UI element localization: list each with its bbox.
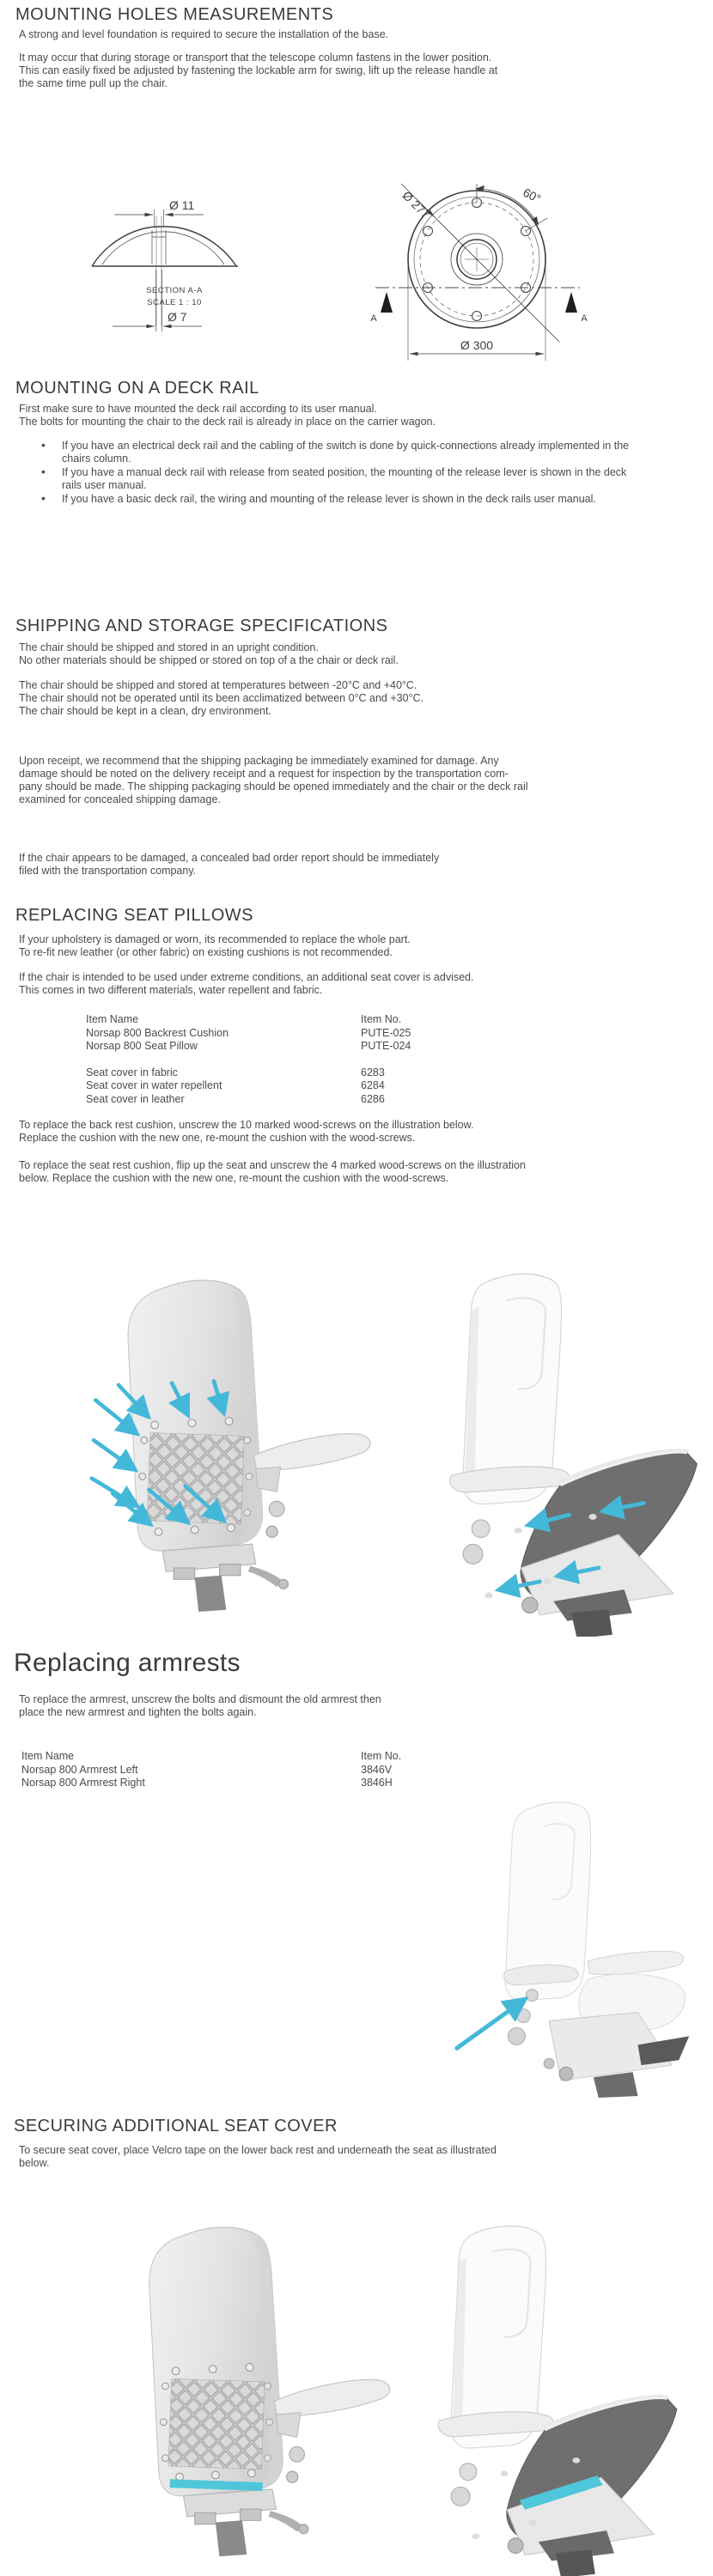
dim-label-top-hole: Ø 11 <box>169 198 195 212</box>
seat-pillows-paragraph-4 <box>19 1159 526 1185</box>
section-title-seat-cover: SECURING ADDITIONAL SEAT COVER <box>14 2117 338 2136</box>
mounting-holes-paragraph <box>19 52 497 90</box>
text-line: If the chair is intended to be used under extreme conditions, an additional seat cover is advised. <box>19 971 474 983</box>
chair-seat-flipped-illustration <box>361 1267 713 1637</box>
table-row: 6284 <box>361 1079 385 1091</box>
text-line: Replace the cushion with the new one, re-mount the cushion with the wood-screws. <box>19 1132 416 1144</box>
text-line: If your upholstery is damaged or worn, its recommended to replace the whole part. <box>19 933 411 945</box>
text-line: below. <box>19 2157 50 2169</box>
text-line: Upon receipt, we recommend that the shipping packaging be immediately examined for damage. Any <box>19 755 499 767</box>
table-row: PUTE-025 <box>361 1026 411 1039</box>
text-line: This can easily fixed be adjusted by fastening the lockable arm for swing, lift up the release handle at <box>19 64 498 76</box>
text-line: The bolts for mounting the chair to the deck rail is already in place on the carrier wagon. <box>19 416 436 428</box>
section-title-mounting-holes: MOUNTING HOLES MEASUREMENTS <box>15 5 334 24</box>
shipping-paragraph-3 <box>19 755 528 806</box>
table-row: Seat cover in leather <box>86 1092 185 1105</box>
text-line: examined for concealed shipping damage. <box>19 793 221 805</box>
table-row: Seat cover in water repellent <box>86 1079 222 1091</box>
seat-cover-paragraph <box>19 2144 497 2170</box>
table-row: Seat cover in fabric <box>86 1066 178 1078</box>
table-row: 6283 <box>361 1066 385 1078</box>
armrests-paragraph <box>19 1693 381 1719</box>
text-line: To replace the seat rest cushion, flip up the seat and unscrew the 4 marked wood-screws on the illustration <box>19 1159 526 1171</box>
table-header-item-name: Item Name <box>86 1013 139 1025</box>
text-line: below. Replace the cushion with the new one, re-mount the cushion with the wood-screws. <box>19 1172 449 1184</box>
seat-pillows-paragraph-3 <box>19 1119 473 1145</box>
table-row: 6286 <box>361 1092 385 1105</box>
deck-rail-bullet-list <box>33 440 634 507</box>
chair-armrest-illustration <box>423 1788 713 2104</box>
dim-label-angle: 60° <box>521 185 544 206</box>
dim-label-outer-diameter: Ø 300 <box>460 338 494 352</box>
text-line: It may occur that during storage or transport that the telescope column fastens in the lower position. <box>19 52 492 64</box>
table-row: 3846V <box>361 1763 393 1776</box>
seat-pillows-paragraph-1 <box>19 933 411 959</box>
mounting-holes-technical-drawing <box>73 180 588 368</box>
bullet-item: • If you have a manual deck rail with release from seated position, the mounting of the release lever is shown in the deck rails user manual. <box>33 466 634 492</box>
text-line: To re-fit new leather (or other fabric) on existing cushions is not recommended. <box>19 946 393 958</box>
deck-rail-intro <box>19 403 436 428</box>
chair-rear-view-illustration <box>52 1273 395 1629</box>
shipping-paragraph-4 <box>19 852 439 878</box>
text-line: the same time pull up the chair. <box>19 77 168 89</box>
shipping-paragraph-2 <box>19 679 424 718</box>
table-header-item-no: Item No. <box>361 1750 402 1762</box>
section-marker-a-left: A <box>370 313 377 324</box>
text-line: First make sure to have mounted the deck rail according to its user manual. <box>19 403 377 415</box>
text-line: pany should be made. The shipping packaging should be opened immediately and the chair or the deck rail <box>19 781 528 793</box>
text-line: The chair should be kept in a clean, dry environment. <box>19 705 271 717</box>
table-row: Norsap 800 Armrest Left <box>21 1763 138 1776</box>
text-line: No other materials should be shipped or stored on top of a the chair or deck rail. <box>19 654 399 666</box>
shipping-paragraph-1 <box>19 641 399 667</box>
text-line: filed with the transportation company. <box>19 865 197 877</box>
table-row: Norsap 800 Armrest Right <box>21 1777 145 1789</box>
section-marker-a-right: A <box>581 313 588 324</box>
mounting-holes-intro: A strong and level foundation is required to secure the installation of the base. <box>19 28 389 40</box>
text-line: To replace the back rest cushion, unscrew the 10 marked wood-screws on the illustration below. <box>19 1119 474 1131</box>
chair-seat-velcro-illustration <box>348 2220 698 2576</box>
text-line: To replace the armrest, unscrew the bolts and dismount the old armrest then <box>19 1693 381 1705</box>
table-row: Norsap 800 Seat Pillow <box>86 1040 198 1052</box>
section-title-shipping: SHIPPING AND STORAGE SPECIFICATIONS <box>15 617 388 635</box>
section-aa-label: SECTION A-A <box>146 286 203 295</box>
scale-label: SCALE 1 : 10 <box>147 298 202 307</box>
text-line: place the new armrest and tighten the bolts again. <box>19 1706 257 1718</box>
section-title-seat-pillows: REPLACING SEAT PILLOWS <box>15 906 254 925</box>
text-line: The chair should be shipped and stored in an upright condition. <box>19 641 319 653</box>
text-line: The chair should be shipped and stored at temperatures between -20°C and +40°C. <box>19 679 417 691</box>
table-header-item-name: Item Name <box>21 1750 75 1762</box>
text-line: damage should be noted on the delivery receipt and a request for inspection by the transportation com- <box>19 768 509 780</box>
bullet-item: • If you have an electrical deck rail and the cabling of the switch is done by quick-connections already implemented in the chairs column. <box>33 440 634 465</box>
armrests-item-table <box>21 1750 401 1790</box>
table-row: Norsap 800 Backrest Cushion <box>86 1026 229 1039</box>
seat-pillows-item-table <box>86 1013 411 1106</box>
table-row: 3846H <box>361 1777 393 1789</box>
table-gap <box>86 1054 411 1066</box>
seat-pillows-paragraph-2 <box>19 971 474 997</box>
dim-label-bottom-hole: Ø 7 <box>168 310 187 324</box>
text-line: The chair should not be operated until its been acclimatized between 0°C and +30°C. <box>19 692 424 704</box>
section-title-deck-rail: MOUNTING ON A DECK RAIL <box>15 379 259 398</box>
text-line: This comes in two different materials, water repellent and fabric. <box>19 984 323 996</box>
section-title-armrests: Replacing armrests <box>14 1649 241 1677</box>
table-header-item-no: Item No. <box>361 1013 402 1025</box>
dim-label-bolt-circle: Ø 277 <box>399 188 433 222</box>
table-row: PUTE-024 <box>361 1040 411 1052</box>
text-line: If the chair appears to be damaged, a concealed bad order report should be immediately <box>19 852 440 864</box>
bullet-item: • If you have a basic deck rail, the wiring and mounting of the release lever is shown in the deck rails user manual. <box>33 493 634 506</box>
text-line: To secure seat cover, place Velcro tape on the lower back rest and underneath the seat as illustrated <box>19 2144 497 2156</box>
